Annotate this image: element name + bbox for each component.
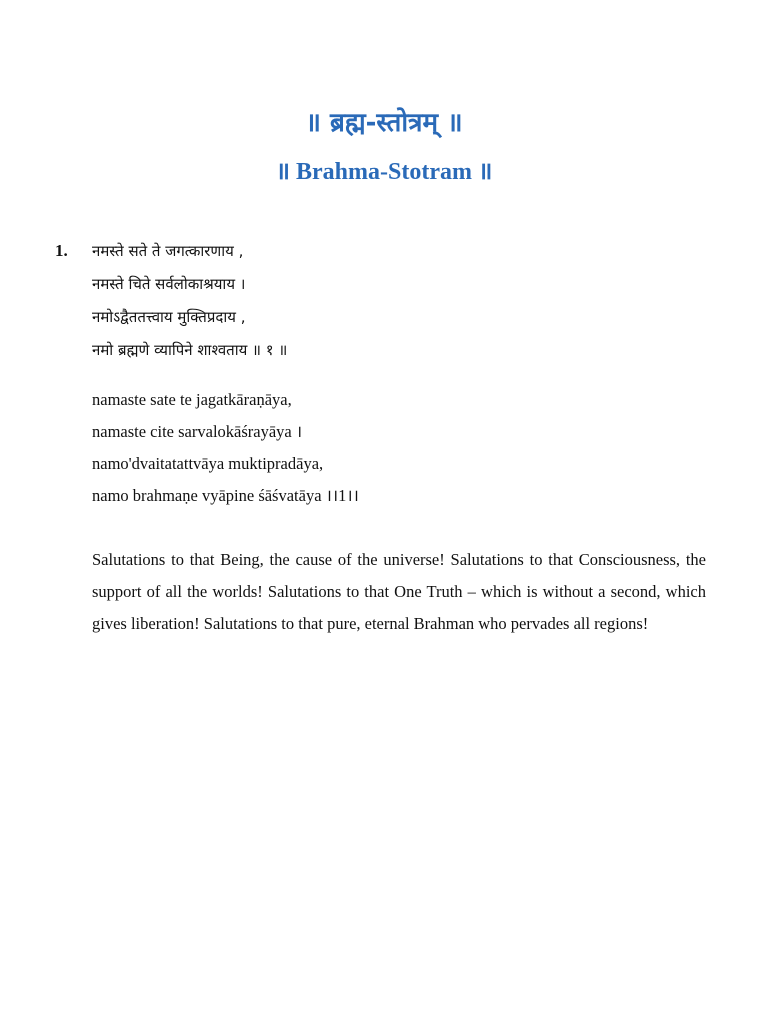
devanagari-line: नमो ब्रह्मणे व्यापिने शाश्वताय ॥ १ ॥ [92,341,288,359]
transliteration-line: namaste cite sarvalokāśrayāya । [92,422,303,441]
transliteration-line: namaste sate te jagatkāraṇāya, [92,390,292,409]
devanagari-line: नमोऽद्वैततत्त्वाय मुक्तिप्रदाय , [92,308,246,326]
devanagari-line: नमस्ते चिते सर्वलोकाश्रयाय । [92,275,246,293]
transliteration-line: namo brahmaṇe vyāpine śāśvatāya ।।1।। [92,486,359,505]
transliteration-verse [92,388,692,516]
verse-number: 1. [55,241,68,260]
transliteration-line: namo'dvaitatattvāya muktipradāya, [92,454,324,473]
devanagari-verse [92,240,692,372]
devanagari-line: नमस्ते सते ते जगत्कारणाय , [92,242,244,260]
translation-paragraph: Salutations to that Being, the cause of the universe! Salutations to that Consciousness, the support of all the worlds! Salutations to that One Truth – which is without a second, which gives liberation! Salutations to that pure, eternal Brahman who pervades all regions! [92,550,706,633]
title-devanagari: ॥ ब्रह्म-स्तोत्रम् ॥ [305,108,463,138]
title-latin: ॥ Brahma-Stotram ॥ [275,159,493,185]
